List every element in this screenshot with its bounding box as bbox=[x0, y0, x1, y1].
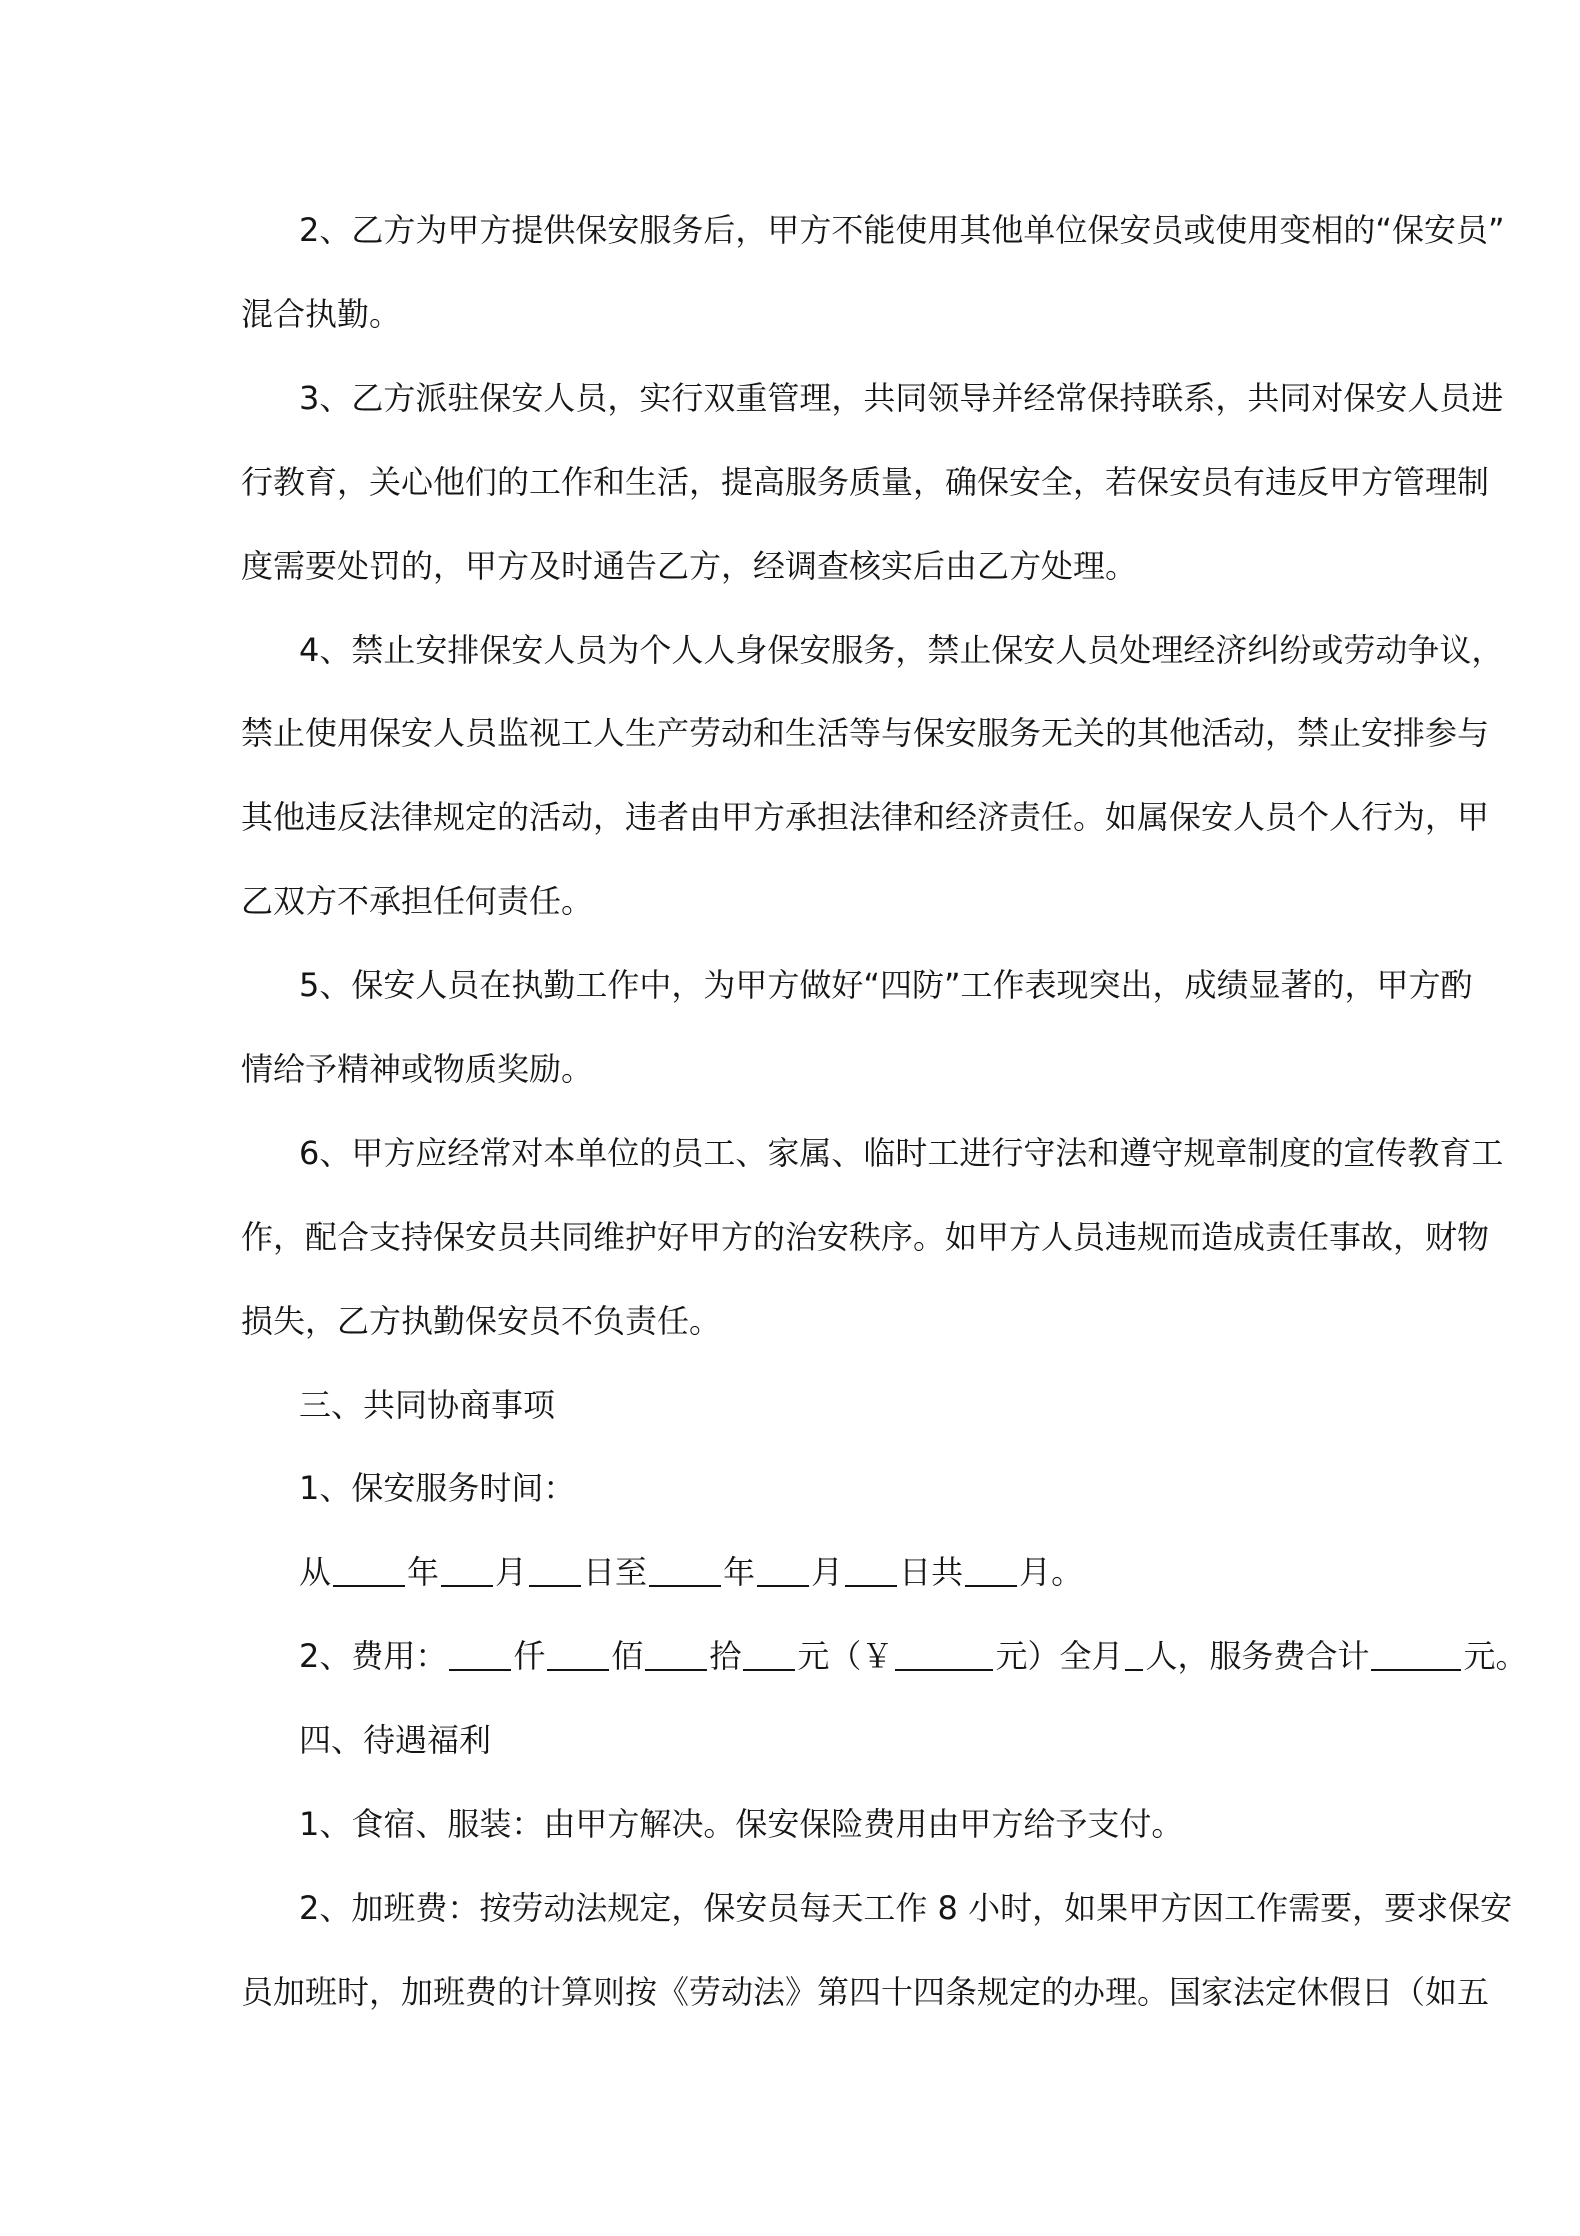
qian-blank[interactable] bbox=[449, 1639, 511, 1671]
text: 月 bbox=[811, 1553, 844, 1591]
text: 年 bbox=[723, 1553, 756, 1591]
start-month-blank[interactable] bbox=[441, 1555, 493, 1587]
text: 佰 bbox=[611, 1637, 644, 1675]
fee-line bbox=[299, 1614, 1528, 1698]
paragraph-line: 4、禁止安排保安人员为个人人身保安服务，禁止保安人员处理经济纠纷或劳动争议， bbox=[299, 631, 1504, 669]
paragraph-line: 6、甲方应经常对本单位的员工、家属、临时工进行守法和遵守规章制度的宣传教育工 bbox=[299, 1134, 1504, 1172]
total-months-blank[interactable] bbox=[965, 1555, 1017, 1587]
paragraph-line: 混合执勤。 bbox=[241, 295, 402, 333]
text: 仟 bbox=[513, 1637, 546, 1675]
paragraph-line: 3、乙方派驻保安人员，实行双重管理，共同领导并经常保持联系，共同对保安人员进 bbox=[299, 379, 1504, 417]
text: 拾 bbox=[709, 1637, 742, 1675]
text: 月。 bbox=[1019, 1553, 1084, 1591]
text: 人，服务费合计 bbox=[1145, 1637, 1370, 1675]
paragraph-line: 度需要处罚的，甲方及时通告乙方，经调查核实后由乙方处理。 bbox=[241, 547, 1138, 585]
yuan-blank[interactable] bbox=[743, 1639, 795, 1671]
shi-blank[interactable] bbox=[645, 1639, 707, 1671]
paragraph-line: 1、保安服务时间： bbox=[299, 1469, 576, 1507]
paragraph-line: 2、加班费：按劳动法规定，保安员每天工作 8 小时，如果甲方因工作需要，要求保安 bbox=[299, 1889, 1513, 1927]
paragraph-line: 行教育，关心他们的工作和生活，提高服务质量，确保安全，若保安员有违反甲方管理制 bbox=[241, 463, 1490, 501]
section-heading: 四、待遇福利 bbox=[299, 1721, 492, 1759]
text: 年 bbox=[407, 1553, 440, 1591]
text: 日至 bbox=[583, 1553, 648, 1591]
bai-blank[interactable] bbox=[547, 1639, 609, 1671]
end-year-blank[interactable] bbox=[649, 1555, 721, 1587]
text: 从 bbox=[299, 1553, 332, 1591]
paragraph-line: 2、乙方为甲方提供保安服务后，甲方不能使用其他单位保安员或使用变相的“保安员” bbox=[299, 211, 1505, 249]
paragraph-line: 禁止使用保安人员监视工人生产劳动和生活等与保安服务无关的其他活动，禁止安排参与 bbox=[241, 714, 1490, 752]
start-day-blank[interactable] bbox=[529, 1555, 581, 1587]
paragraph-line: 情给予精神或物质奖励。 bbox=[241, 1050, 594, 1088]
paragraph-line: 其他违反法律规定的活动，违者由甲方承担法律和经济责任。如属保安人员个人行为，甲 bbox=[241, 798, 1490, 836]
paragraph-line: 1、食宿、服装：由甲方解决。保安保险费用由甲方给予支付。 bbox=[299, 1805, 1184, 1843]
section-heading: 三、共同协商事项 bbox=[299, 1386, 556, 1424]
end-day-blank[interactable] bbox=[845, 1555, 897, 1587]
end-month-blank[interactable] bbox=[757, 1555, 809, 1587]
paragraph-line: 5、保安人员在执勤工作中，为甲方做好“四防”工作表现突出，成绩显著的，甲方酌 bbox=[299, 966, 1473, 1004]
paragraph-line: 员加班时，加班费的计算则按《劳动法》第四十四条规定的办理。国家法定休假日（如五 bbox=[241, 1973, 1490, 2011]
paragraph-line: 乙双方不承担任何责任。 bbox=[241, 882, 594, 920]
service-period-line bbox=[299, 1530, 1350, 1614]
text: 元（￥ bbox=[797, 1637, 894, 1675]
total-fee-blank[interactable] bbox=[1371, 1639, 1461, 1671]
text: 元。 bbox=[1463, 1637, 1528, 1675]
text: 2、费用： bbox=[299, 1637, 448, 1675]
text: 日共 bbox=[899, 1553, 964, 1591]
amount-blank[interactable] bbox=[895, 1639, 993, 1671]
paragraph-line: 损失，乙方执勤保安员不负责任。 bbox=[241, 1302, 722, 1340]
persons-blank[interactable] bbox=[1125, 1639, 1143, 1671]
text: 月 bbox=[495, 1553, 528, 1591]
text: 元）全月 bbox=[995, 1637, 1124, 1675]
start-year-blank[interactable] bbox=[333, 1555, 405, 1587]
paragraph-line: 作，配合支持保安员共同维护好甲方的治安秩序。如甲方人员违规而造成责任事故，财物 bbox=[241, 1218, 1490, 1256]
